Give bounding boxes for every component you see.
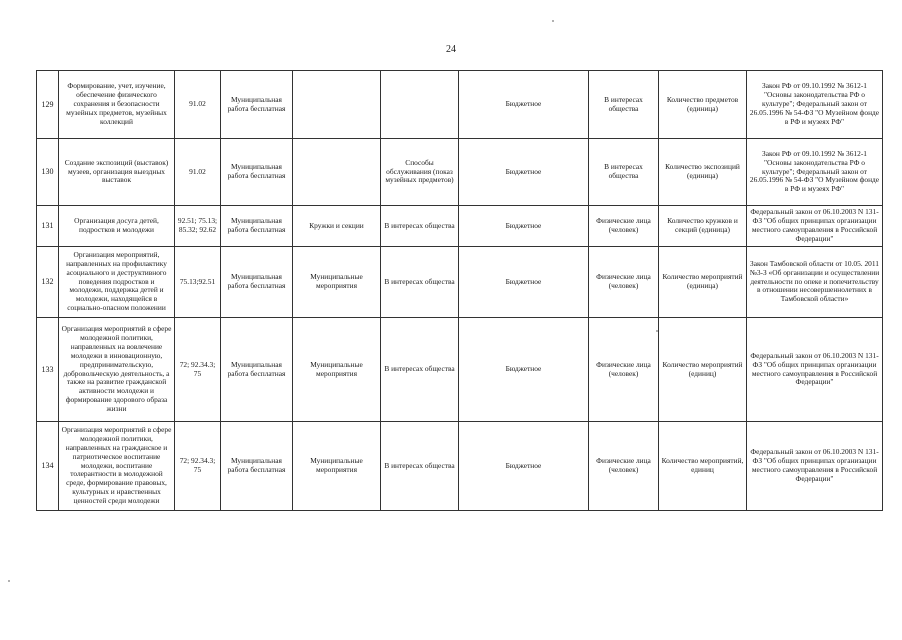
volume-indicator: Количество предметов (единица) xyxy=(659,71,747,139)
legal-basis: Федеральный закон от 06.10.2003 N 131-ФЗ "Об общих принципах организации местного самоуправления в Российской Федерации" xyxy=(747,318,883,422)
institution-type: Бюджетное xyxy=(459,139,589,206)
table-row xyxy=(37,71,883,139)
service-name: Организация мероприятий в сфере молодежной политики, направленных на гражданское и патриотическое воспитание молодежи, воспитание толерантности в молодежной среде, формирование правовых, культурных и нравственных ценностей среди молодежи xyxy=(59,422,175,511)
legal-basis: Закон РФ от 09.10.1992 № 3612-1 "Основы законодательства РФ о культуре"; Федеральный закон от 26.05.1996 № 54-ФЗ "О Музейном фонде в РФ и музеях РФ" xyxy=(747,139,883,206)
volume-indicator: Количество кружков и секций (единица) xyxy=(659,206,747,247)
row-number: 133 xyxy=(37,318,59,422)
institution-type: Бюджетное xyxy=(459,318,589,422)
legal-basis: Закон РФ от 09.10.1992 № 3612-1 "Основы законодательства РФ о культуре"; Федеральный закон от 26.05.1996 № 54-ФЗ "О Музейном фонде в РФ и музеях РФ" xyxy=(747,71,883,139)
service-name: Создание экспозиций (выставок) музеев, организация выездных выставок xyxy=(59,139,175,206)
work-kind: Муниципальная работа бесплатная xyxy=(221,318,293,422)
service-name: Организация мероприятий, направленных на профилактику асоциального и деструктивного поведения подростков и молодежи, поддержка детей и молодежи, находящейся в социально-опасном положении xyxy=(59,247,175,318)
services-registry-table xyxy=(36,70,883,511)
volume-indicator: Количество мероприятий (единица) xyxy=(659,247,747,318)
table-row xyxy=(37,318,883,422)
consumer-category: В интересах общества xyxy=(589,139,659,206)
service-conditions: В интересах общества xyxy=(381,318,459,422)
volume-indicator: Количество экспозиций (единица) xyxy=(659,139,747,206)
work-kind: Муниципальная работа бесплатная xyxy=(221,247,293,318)
consumer-category: Физические лица (человек) xyxy=(589,247,659,318)
row-number: 134 xyxy=(37,422,59,511)
service-conditions: В интересах общества xyxy=(381,247,459,318)
volume-indicator: Количество мероприятий (единиц) xyxy=(659,318,747,422)
table-row xyxy=(37,206,883,247)
legal-basis: Закон Тамбовской области от 10.05. 2011 №3-З «Об организации и осуществлении деятельности по опеке и попечительству в отношении несовершеннолетних в Тамбовской области» xyxy=(747,247,883,318)
service-name: Формирование, учет, изучение, обеспечение физического сохранения и безопасности музейных предметов, музейных коллекций xyxy=(59,71,175,139)
okved-code: 72; 92.34.3; 75 xyxy=(175,318,221,422)
page-number: 24 xyxy=(446,44,456,55)
okved-code: 91.02 xyxy=(175,71,221,139)
service-conditions xyxy=(381,71,459,139)
institution-type: Бюджетное xyxy=(459,206,589,247)
table-row xyxy=(37,247,883,318)
institution-type: Бюджетное xyxy=(459,247,589,318)
service-content: Муниципальные мероприятия xyxy=(293,318,381,422)
service-conditions: В интересах общества xyxy=(381,206,459,247)
service-name: Организация мероприятий в сфере молодежной политики, направленных на вовлечение молодежи в инновационную, предпринимательскую, добровольческую деятельность, а также на развитие гражданской активности молодежи и формирование здорового образа жизни xyxy=(59,318,175,422)
work-kind: Муниципальная работа бесплатная xyxy=(221,206,293,247)
scan-speck xyxy=(552,20,554,22)
row-number: 131 xyxy=(37,206,59,247)
service-content xyxy=(293,71,381,139)
service-content: Муниципальные мероприятия xyxy=(293,247,381,318)
consumer-category: Физические лица (человек) xyxy=(589,206,659,247)
okved-code: 72; 92.34.3; 75 xyxy=(175,422,221,511)
scan-speck xyxy=(656,330,658,332)
legal-basis: Федеральный закон от 06.10.2003 N 131-ФЗ "Об общих принципах организации местного самоуправления в Российской Федерации" xyxy=(747,422,883,511)
consumer-category: Физические лица (человек) xyxy=(589,318,659,422)
work-kind: Муниципальная работа бесплатная xyxy=(221,422,293,511)
row-number: 129 xyxy=(37,71,59,139)
service-content xyxy=(293,139,381,206)
service-content: Муниципальные мероприятия xyxy=(293,422,381,511)
consumer-category: Физические лица (человек) xyxy=(589,422,659,511)
service-conditions: Способы обслуживания (показ музейных предметов) xyxy=(381,139,459,206)
scan-speck xyxy=(8,580,10,582)
institution-type: Бюджетное xyxy=(459,71,589,139)
work-kind: Муниципальная работа бесплатная xyxy=(221,71,293,139)
row-number: 130 xyxy=(37,139,59,206)
okved-code: 91.02 xyxy=(175,139,221,206)
work-kind: Муниципальная работа бесплатная xyxy=(221,139,293,206)
okved-code: 92.51; 75.13; 85.32; 92.62 xyxy=(175,206,221,247)
service-content: Кружки и секции xyxy=(293,206,381,247)
legal-basis: Федеральный закон от 06.10.2003 N 131-ФЗ "Об общих принципах организации местного самоуправления в Российской Федерации" xyxy=(747,206,883,247)
okved-code: 75.13;92.51 xyxy=(175,247,221,318)
service-conditions: В интересах общества xyxy=(381,422,459,511)
volume-indicator: Количество мероприятий, единиц xyxy=(659,422,747,511)
table-row xyxy=(37,139,883,206)
consumer-category: В интересах общества xyxy=(589,71,659,139)
service-name: Организация досуга детей, подростков и молодежи xyxy=(59,206,175,247)
row-number: 132 xyxy=(37,247,59,318)
table-row xyxy=(37,422,883,511)
institution-type: Бюджетное xyxy=(459,422,589,511)
